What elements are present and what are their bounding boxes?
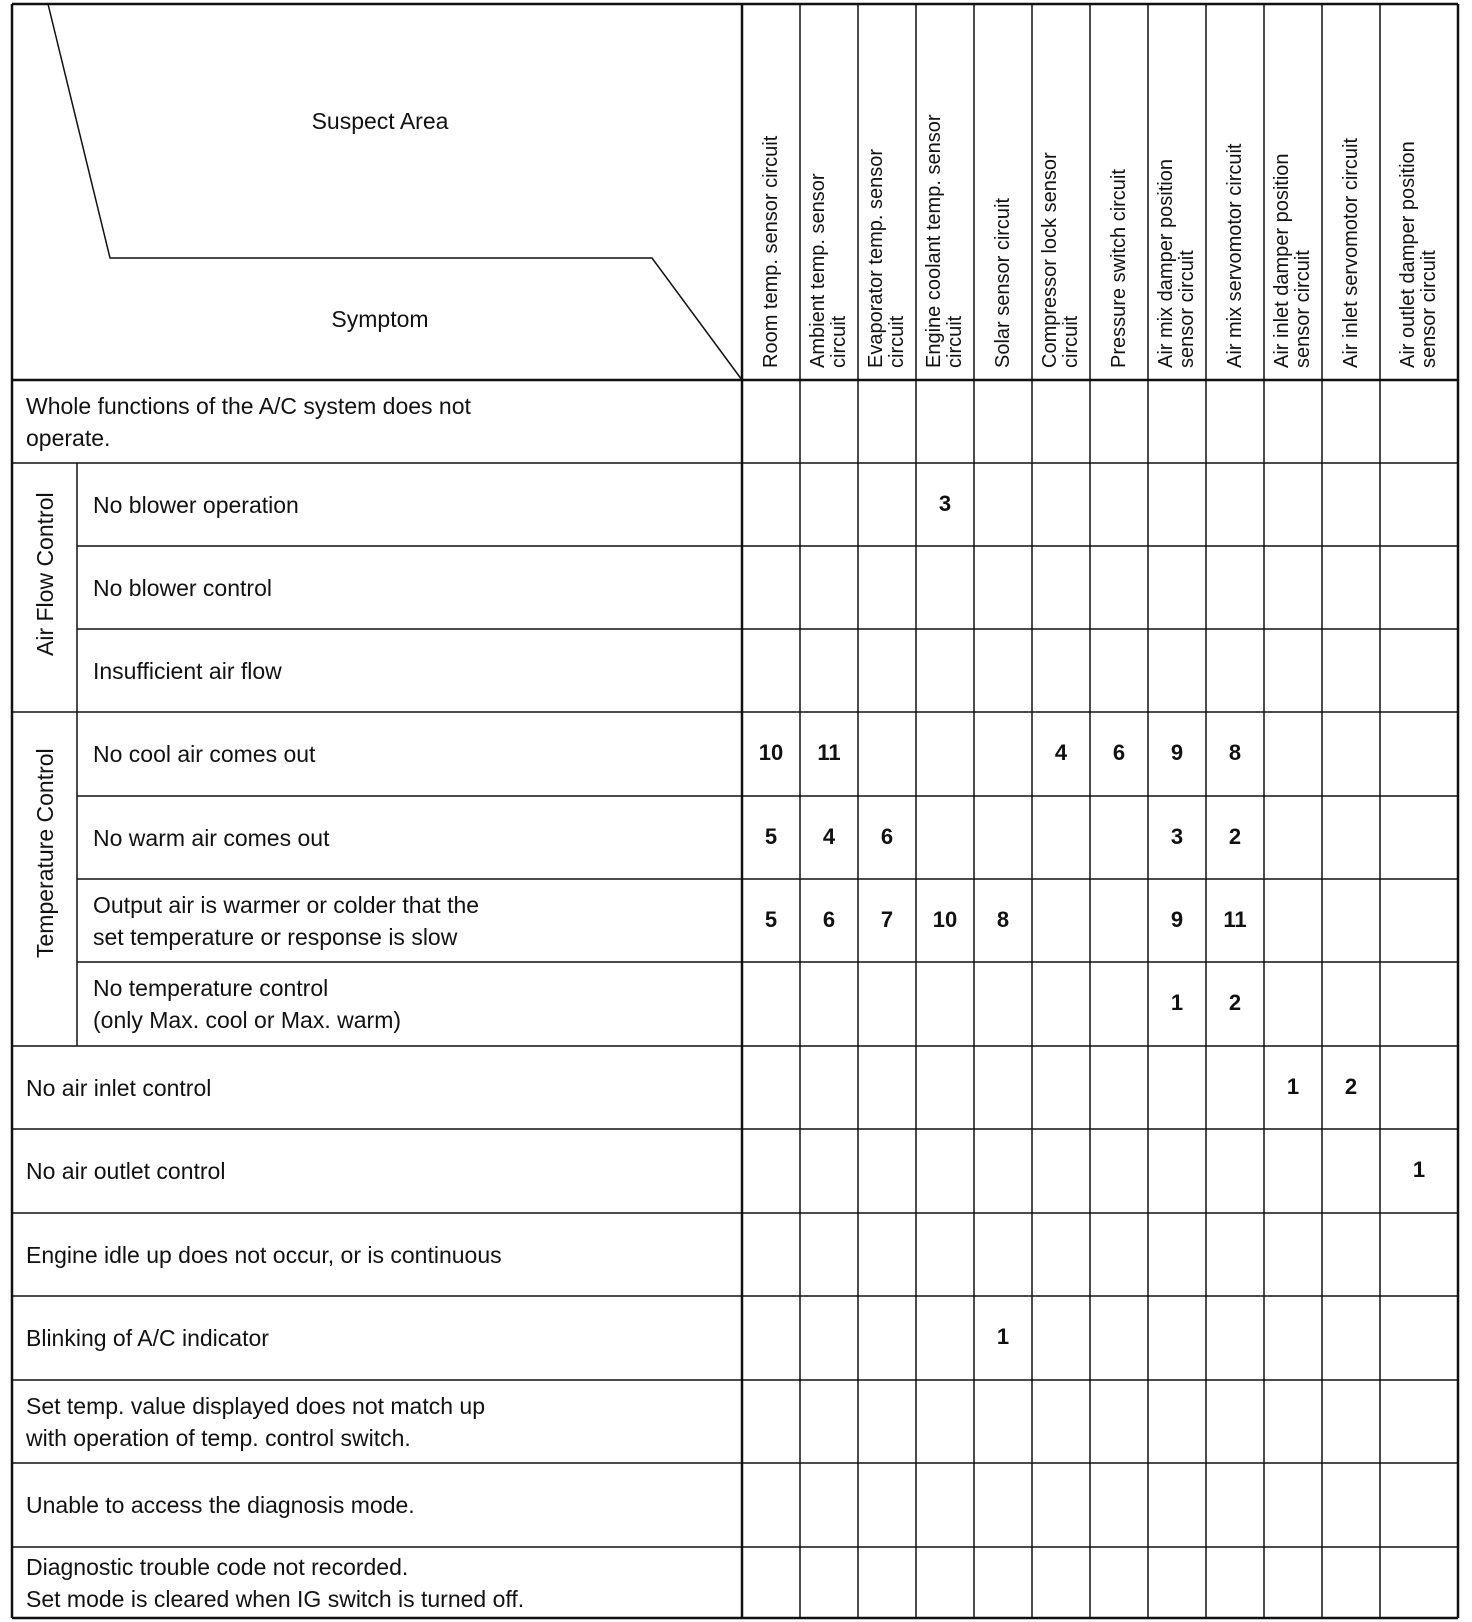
row-label: Unable to access the diagnosis mode. [26,1492,415,1518]
cell-value: 10 [758,740,784,765]
cell-value: 3 [938,490,952,516]
cell-value: 1 [996,1324,1010,1349]
cell-value: 9 [1170,906,1184,932]
column-header: Ambient temp. sensor circuit [807,173,850,368]
row-label: Output air is warmer or colder that the set temperature or response is slow [93,891,480,950]
cell-value: 5 [764,906,778,932]
cell-value: 7 [880,906,894,932]
cell-value: 11 [1223,906,1247,932]
cell-value: 4 [822,823,836,849]
row-label: No cool air comes out [93,741,316,767]
row-label: No warm air comes out [93,824,330,851]
cell-value: 6 [822,906,836,932]
cell-value: 5 [764,823,778,849]
column-header: Pressure switch circuit [1107,169,1130,368]
column-header: Room temp. sensor circuit [759,135,782,368]
row-label: Set temp. value displayed does not match up with operation of temp. control switch. [26,1392,486,1451]
cell-value: 2 [1228,823,1242,849]
cell-value: 1 [1170,990,1184,1015]
symptom-header: Symptom [331,306,429,332]
row-label: No blower operation [93,491,299,518]
group-label-temperature: Temperature Control [32,748,58,958]
cell-value: 1 [1286,1073,1300,1099]
row-label: No temperature control (only Max. cool or Max. warm) [93,975,402,1033]
column-header: Engine coolant temp. sensor circuit [923,114,966,368]
cell-value: 6 [880,823,894,849]
cell-value: 1 [1412,1157,1426,1182]
row-label: No air outlet control [26,1158,226,1184]
cell-value: 8 [1228,740,1242,765]
column-header: Compressor lock sensor circuit [1039,152,1082,368]
row-label: Insufficient air flow [93,657,282,684]
column-header: Air mix servomotor circuit [1223,143,1246,368]
cell-value: 2 [1344,1073,1358,1099]
row-label: No blower control [93,574,272,601]
cell-value: 8 [996,906,1010,932]
cell-value: 9 [1170,740,1184,765]
row-label: Blinking of A/C indicator [26,1325,269,1351]
row-label: Engine idle up does not occur, or is continuous [26,1241,502,1268]
cell-value: 6 [1112,740,1126,765]
cell-value: 2 [1228,990,1242,1015]
group-label-air-flow: Air Flow Control [32,492,58,656]
column-header: Solar sensor circuit [991,197,1014,368]
row-label: Whole functions of the A/C system does not operate. [26,392,471,451]
column-header: Air inlet damper position sensor circuit [1271,153,1314,368]
cell-value: 4 [1054,740,1068,765]
suspect-area-header: Suspect Area [311,108,449,134]
cell-value: 11 [817,740,841,765]
cell-value: 10 [932,906,958,932]
column-header: Evaporator temp. sensor circuit [865,149,908,368]
column-header: Air mix damper position sensor circuit [1155,159,1198,368]
row-label: Diagnostic trouble code not recorded. Set mode is cleared when IG switch is turned off. [26,1553,525,1612]
column-header: Air inlet servomotor circuit [1339,137,1362,368]
column-header: Air outlet damper position sensor circuit [1397,141,1440,368]
cell-value: 3 [1170,823,1184,849]
row-label: No air inlet control [26,1074,212,1101]
